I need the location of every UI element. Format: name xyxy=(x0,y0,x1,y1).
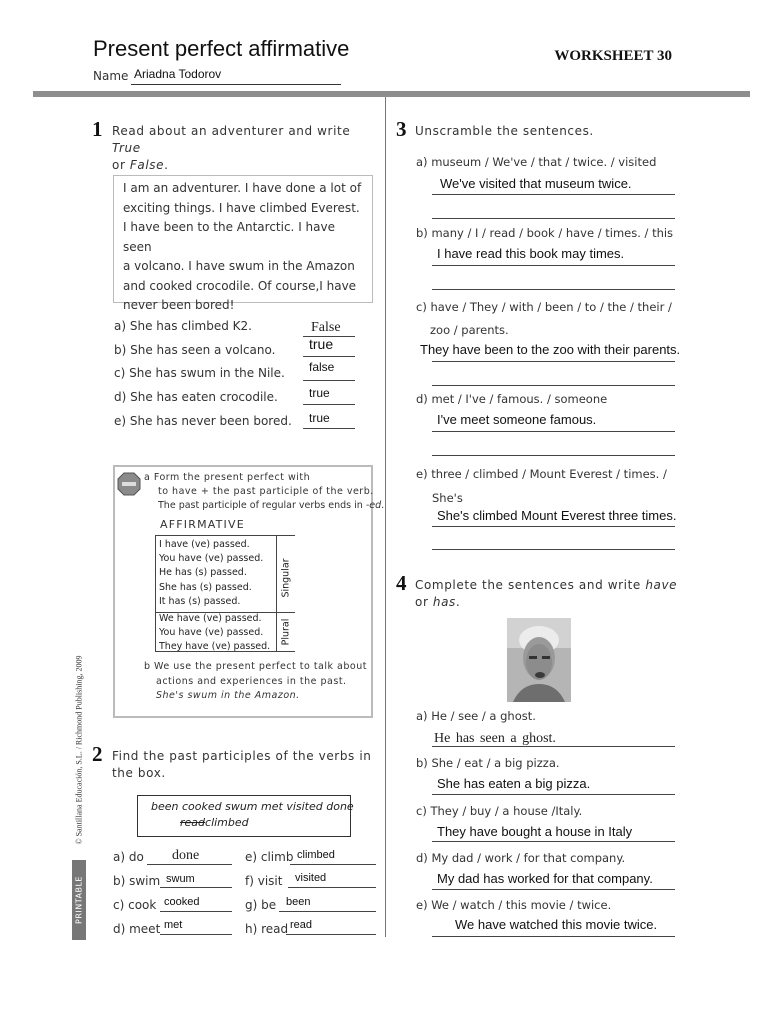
grammar-text: The past participle of regular verbs ends in xyxy=(158,500,366,511)
tf-question-b: b) She has seen a volcano. xyxy=(114,343,276,357)
pp-question-h: h) read xyxy=(245,922,289,936)
tf-question-c: c) She has swum in the Nile. xyxy=(114,366,285,380)
stop-sign-icon xyxy=(117,472,141,496)
word-box-line2 xyxy=(180,816,249,829)
complete-question-c: c) They / buy / a house /Italy. xyxy=(416,804,583,818)
question-line: e) three / climbed / Mount Everest / times. / xyxy=(416,467,667,481)
grammar-a-line1: a Form the present perfect with xyxy=(144,472,311,483)
complete-answer-a[interactable]: He has seen a ghost. xyxy=(434,731,556,746)
worksheet-title: Present perfect affirmative xyxy=(93,36,350,61)
answer-line xyxy=(303,404,355,405)
complete-answer-b[interactable]: She has eaten a big pizza. xyxy=(437,776,591,791)
story-line: and cooked crocodile. Of course,I have xyxy=(123,278,357,293)
story-line: I have been to the Antarctic. I have seen xyxy=(123,220,335,254)
form-row: I have (ve) passed. xyxy=(159,539,250,550)
grammar-a-line3: The past participle of regular verbs ends in -ed. xyxy=(158,500,385,511)
question-line: She's xyxy=(432,491,463,505)
pp-question-e: e) climb xyxy=(245,850,294,864)
scramble-answer-b[interactable]: I have read this book may times. xyxy=(437,246,625,261)
name-field-line xyxy=(131,84,341,85)
tf-question-e: e) She has never been bored. xyxy=(114,414,292,428)
struck-word: read xyxy=(180,816,206,829)
grammar-b-line1: b We use the present perfect to talk about xyxy=(144,661,367,672)
scramble-question-a: a) museum / We've / that / twice. / visited xyxy=(416,155,657,169)
instr-text: . xyxy=(455,595,461,609)
answer-line xyxy=(303,428,355,429)
word: climbed xyxy=(205,816,249,829)
instr-false: False xyxy=(129,158,165,172)
copyright-text: © Santillana Educación, S.L. / Richmond Publishing, 2009 xyxy=(74,655,84,845)
scramble-answer-d[interactable]: I've meet someone famous. xyxy=(437,412,597,427)
pp-answer-f[interactable]: visited xyxy=(295,872,327,884)
instr-true: True xyxy=(112,141,141,155)
answer-line xyxy=(432,385,675,386)
instr-text: Read about an adventurer and write xyxy=(112,124,351,138)
pp-answer-d[interactable]: met xyxy=(164,919,183,931)
form-row: You have (ve) passed. xyxy=(159,627,264,638)
section-4-instructions xyxy=(415,577,677,611)
answer-line xyxy=(432,194,675,195)
tf-answer-b[interactable]: true xyxy=(309,336,334,352)
section-1-number: 1 xyxy=(92,117,103,141)
form-row: She has (s) passed. xyxy=(159,581,252,593)
plural-label: Plural xyxy=(280,618,292,646)
word-box-line1: been cooked swum met visited done xyxy=(151,800,354,813)
tf-question-d: d) She has eaten crocodile. xyxy=(114,390,278,404)
affirmative-heading: AFFIRMATIVE xyxy=(160,518,245,531)
form-row: It has (s) passed. xyxy=(159,595,241,607)
instr-text: or xyxy=(415,595,433,609)
singular-label: Singular xyxy=(280,558,292,598)
instr-have: have xyxy=(645,578,678,592)
pp-answer-g[interactable]: been xyxy=(286,896,311,908)
answer-line xyxy=(432,265,675,266)
tf-answer-e[interactable]: true xyxy=(309,411,330,425)
pp-question-b: b) swim xyxy=(113,874,161,888)
answer-line xyxy=(290,864,376,865)
answer-line xyxy=(160,934,232,935)
answer-line xyxy=(147,864,232,865)
answer-line xyxy=(432,361,675,362)
section-2-instructions xyxy=(112,748,371,782)
answer-line xyxy=(303,356,355,357)
answer-line xyxy=(432,936,675,937)
complete-question-e: e) We / watch / this movie / twice. xyxy=(416,898,612,912)
answer-line xyxy=(432,431,675,432)
adventurer-story-box xyxy=(113,175,373,312)
story-line: exciting things. I have climbed Everest. xyxy=(123,200,360,215)
tf-answer-c[interactable]: false xyxy=(309,360,335,374)
scramble-question-b: b) many / I / read / book / have / times. / this xyxy=(416,226,674,240)
pp-question-f: f) visit xyxy=(245,874,283,888)
pp-answer-a[interactable]: done xyxy=(172,848,200,863)
complete-answer-d[interactable]: My dad has worked for that company. xyxy=(437,871,653,886)
pp-question-g: g) be xyxy=(245,898,277,912)
plural-forms xyxy=(159,612,270,654)
pp-answer-h[interactable]: read xyxy=(290,919,313,931)
worksheet-number: WORKSHEET 30 xyxy=(554,48,672,64)
pp-answer-b[interactable]: swum xyxy=(166,873,195,885)
answer-line xyxy=(432,455,675,456)
pp-question-c: c) cook xyxy=(113,898,157,912)
printable-label: PRINTABLE xyxy=(74,876,84,924)
tf-answer-a[interactable]: False xyxy=(311,320,341,335)
answer-line xyxy=(160,887,232,888)
pp-question-d: d) meet xyxy=(113,922,161,936)
instr-has: has xyxy=(432,595,456,609)
answer-line xyxy=(432,549,675,550)
name-label: Name xyxy=(93,69,129,83)
instr-text: . xyxy=(164,158,169,172)
scramble-question-d: d) met / I've / famous. / someone xyxy=(416,392,608,406)
question-line: c) have / They / with / been / to / the / their / xyxy=(416,300,672,314)
grammar-b-example: She's swum in the Amazon. xyxy=(156,690,300,701)
grammar-b-line2: actions and experiences in the past. xyxy=(156,676,347,687)
complete-question-d: d) My dad / work / for that company. xyxy=(416,851,626,865)
complete-question-a: a) He / see / a ghost. xyxy=(416,709,536,723)
pp-question-a: a) do xyxy=(113,850,144,864)
printable-badge xyxy=(72,860,86,940)
section-1-instructions xyxy=(112,123,382,174)
tf-question-a: a) She has climbed K2. xyxy=(114,319,252,333)
instr-text: Complete the sentences and write xyxy=(415,578,646,592)
question-line: zoo / parents. xyxy=(430,323,509,337)
section-3-number: 3 xyxy=(396,117,407,141)
scramble-answer-a[interactable]: We've visited that museum twice. xyxy=(440,176,632,191)
singular-forms xyxy=(159,538,263,609)
section-4-number: 4 xyxy=(396,571,407,595)
pp-answer-e[interactable]: climbed xyxy=(297,849,335,861)
grammar-ed: -ed xyxy=(365,500,382,511)
header-divider xyxy=(33,91,750,97)
story-line: I am an adventurer. I have done a lot of xyxy=(123,181,362,195)
complete-question-b: b) She / eat / a big pizza. xyxy=(416,756,560,770)
old-man-photo xyxy=(507,618,571,702)
answer-line xyxy=(160,911,232,912)
answer-line xyxy=(432,889,675,890)
pp-answer-c[interactable]: cooked xyxy=(164,896,200,908)
complete-answer-e[interactable]: We have watched this movie twice. xyxy=(455,917,658,932)
answer-line xyxy=(432,218,675,219)
grammar-a-line2: to have + the past participle of the verb. xyxy=(158,486,374,497)
complete-answer-c[interactable]: They have bought a house in Italy xyxy=(437,824,633,839)
instr-line: Find the past participles of the verbs in xyxy=(112,749,372,763)
answer-line xyxy=(432,794,675,795)
form-row: They have (ve) passed. xyxy=(159,641,271,652)
scramble-answer-e[interactable]: She's climbed Mount Everest three times. xyxy=(437,508,677,523)
answer-line xyxy=(432,526,675,527)
scramble-answer-c[interactable]: They have been to the zoo with their parents. xyxy=(420,342,681,357)
form-row: We have (ve) passed. xyxy=(159,613,262,624)
answer-line xyxy=(279,911,376,912)
table-divider xyxy=(276,535,277,652)
story-line: a volcano. I have swum in the Amazon xyxy=(123,259,355,273)
story-line: never been bored! xyxy=(123,298,235,312)
section-3-instructions: Unscramble the sentences. xyxy=(415,124,594,138)
scramble-question-c xyxy=(416,296,672,342)
instr-text: or xyxy=(112,158,130,172)
answer-line xyxy=(286,934,376,935)
section-2-number: 2 xyxy=(92,742,103,766)
answer-line xyxy=(432,841,675,842)
form-row: He has (s) passed. xyxy=(159,567,247,579)
column-divider xyxy=(385,97,386,937)
name-field[interactable]: Ariadna Todorov xyxy=(134,67,222,81)
answer-line xyxy=(288,887,376,888)
instr-line: the box. xyxy=(112,766,166,780)
scramble-question-e xyxy=(416,462,667,510)
answer-line xyxy=(303,380,355,381)
tf-answer-d[interactable]: true xyxy=(309,386,330,400)
answer-line xyxy=(432,289,675,290)
form-row: You have (ve) passed. xyxy=(159,553,264,565)
